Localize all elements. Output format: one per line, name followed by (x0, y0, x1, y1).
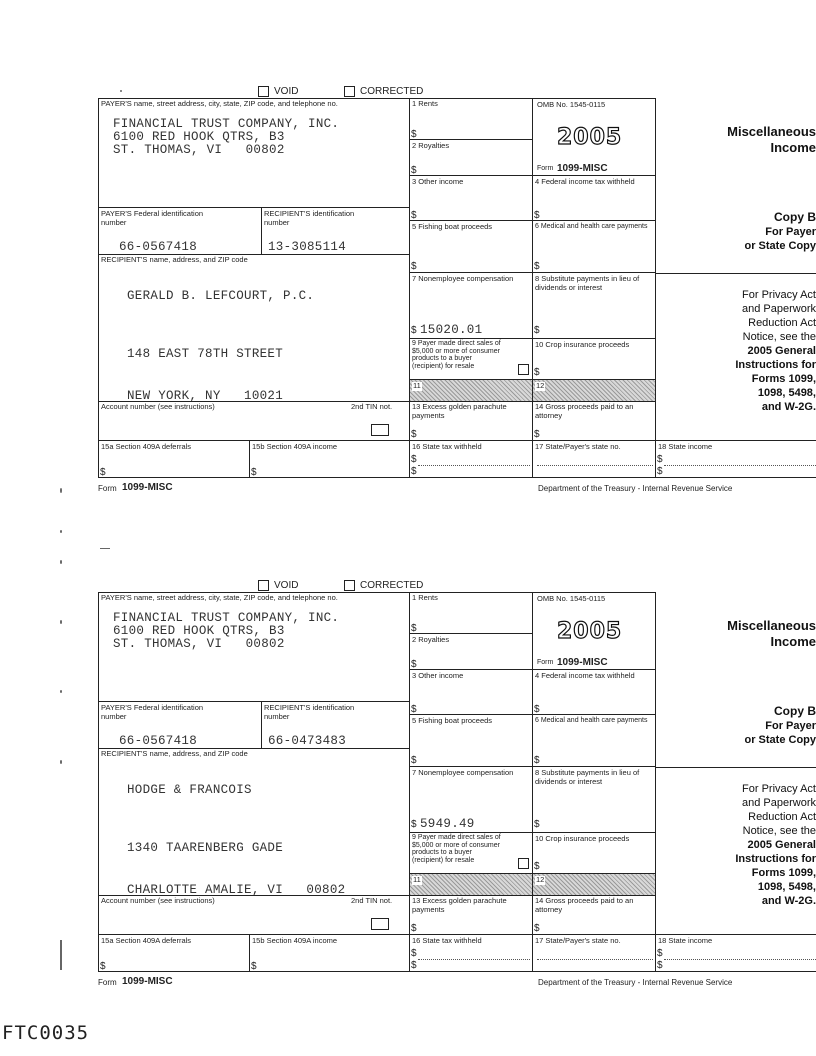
recipient-id-label: RECIPIENT'S identification number (264, 703, 355, 721)
privacy-line-8: 1098, 5498, (757, 881, 816, 893)
box-8-dollar: $ (534, 819, 540, 830)
box-11-hatch (409, 379, 533, 402)
box-13-dollar: $ (411, 429, 417, 440)
privacy-line-2: and Paperwork (742, 303, 816, 315)
privacy-line-4: Notice, see the (742, 331, 816, 343)
box-10-dollar: $ (534, 861, 540, 872)
box-17 (532, 934, 656, 972)
box-12-label: 12 (536, 381, 545, 390)
footer-form-label: Form (98, 484, 117, 493)
payer-fed-id-box (98, 207, 262, 255)
recipient-line-1: HODGE & FRANCOIS (127, 783, 252, 797)
box-6-dollar: $ (534, 261, 540, 272)
form-title-line-2: Income (770, 634, 816, 649)
box-3 (409, 669, 533, 715)
payer-line-2: 6100 RED HOOK QTRS, B3 (113, 624, 285, 638)
box-11-hatch (409, 873, 533, 896)
omb-box (532, 592, 656, 670)
box-15a-dollar: $ (100, 467, 106, 478)
privacy-line-4: Notice, see the (742, 825, 816, 837)
box-15b-label: 15b Section 409A income (252, 936, 338, 945)
privacy-line-8: 1098, 5498, (757, 387, 816, 399)
box-6-label: 6 Medical and health care payments (535, 717, 648, 724)
box-17-label: 17 State/Payer's state no. (535, 442, 621, 451)
payer-label: PAYER'S name, street address, city, state, ZIP code, and telephone no. (101, 99, 338, 108)
recipient-name-box (98, 748, 410, 896)
recipient-line-2: 148 EAST 78TH STREET (127, 347, 284, 361)
box-18-label: 18 State income (658, 442, 713, 451)
box-18-dollar-2: $ (657, 466, 663, 477)
privacy-line-6: Instructions for (735, 853, 816, 865)
box-5 (409, 714, 533, 767)
box-13-label: 13 Excess golden parachute payments (412, 896, 507, 914)
box-16 (409, 440, 533, 478)
box-15b (249, 934, 410, 972)
box-5 (409, 220, 533, 273)
box-4-dollar: $ (534, 704, 540, 715)
box-7 (409, 272, 533, 339)
box-7-dollar: $ (411, 819, 417, 830)
omb-box (532, 98, 656, 176)
corrected-label: CORRECTED (360, 580, 424, 591)
box-16 (409, 934, 533, 972)
box-14 (532, 401, 656, 441)
tax-year: 2005 (557, 619, 623, 644)
corrected-checkbox[interactable] (344, 86, 355, 97)
void-checkbox[interactable] (258, 580, 269, 591)
box-8-label: 8 Substitute payments in lieu of dividends or interest (535, 768, 640, 786)
box-7-value: 15020.01 (420, 323, 483, 337)
box-3-dollar: $ (411, 210, 417, 221)
tin-checkbox[interactable] (371, 918, 389, 930)
void-label: VOID (274, 86, 299, 97)
scan-speck (60, 620, 62, 624)
box-15b (249, 440, 410, 478)
recipient-name-box (98, 254, 410, 402)
payer-fed-id-label: PAYER'S Federal identification number (101, 703, 204, 721)
box-17-label: 17 State/Payer's state no. (535, 936, 621, 945)
box-2 (409, 139, 533, 176)
box-8-label: 8 Substitute payments in lieu of dividends or interest (535, 274, 640, 292)
payer-label: PAYER'S name, street address, city, state, ZIP code, and telephone no. (101, 593, 338, 602)
box-15a-dollar: $ (100, 961, 106, 972)
box-16-divider (418, 959, 530, 960)
box-7-dollar: $ (411, 325, 417, 336)
privacy-line-1: For Privacy Act (742, 289, 816, 301)
box-5-label: 5 Fishing boat proceeds (412, 222, 493, 231)
scan-speck (100, 548, 110, 549)
box-10-label: 10 Crop insurance proceeds (535, 340, 630, 349)
box-2-label: 2 Royalties (412, 635, 450, 644)
form-title-line-2: Income (770, 140, 816, 155)
box-1-label: 1 Rents (412, 593, 438, 602)
box-18 (655, 934, 816, 972)
void-label: VOID (274, 580, 299, 591)
form-1099-misc-second (98, 578, 816, 998)
payer-line-1: FINANCIAL TRUST COMPANY, INC. (113, 611, 340, 625)
box-1 (409, 98, 533, 140)
box-16-dollar-2: $ (411, 466, 417, 477)
copy-line-2: For Payer (765, 720, 816, 732)
recipient-line-3: NEW YORK, NY 10021 (127, 389, 284, 402)
copy-line-1: Copy B (774, 704, 816, 718)
scan-speck (60, 690, 62, 693)
box-17-divider (537, 959, 653, 960)
box-13-label: 13 Excess golden parachute payments (412, 402, 507, 420)
box-1-dollar: $ (411, 623, 417, 634)
copy-line-1: Copy B (774, 210, 816, 224)
box-10 (532, 832, 656, 874)
payer-fed-id-label: PAYER'S Federal identification number (101, 209, 204, 227)
box-7-value: 5949.49 (420, 817, 475, 831)
box-10-label: 10 Crop insurance proceeds (535, 834, 630, 843)
account-label: Account number (see instructions) (101, 402, 215, 411)
footer-department: Department of the Treasury - Internal Revenue Service (538, 978, 733, 987)
box-13-dollar: $ (411, 923, 417, 934)
box-9-label: 9 Payer made direct sales of $5,000 or more of consumer products to a buyer (recipient) for resale (412, 340, 501, 370)
box-5-dollar: $ (411, 261, 417, 272)
copy-line-3: or State Copy (744, 240, 816, 252)
recipient-id-label: RECIPIENT'S identification number (264, 209, 355, 227)
box-16-dollar-2: $ (411, 960, 417, 971)
box-14-label: 14 Gross proceeds paid to an attorney (535, 402, 634, 420)
scan-speck (120, 90, 122, 92)
privacy-line-3: Reduction Act (748, 317, 816, 329)
box-4 (532, 175, 656, 221)
bates-number: FTC0035 (2, 1022, 90, 1044)
account-box (98, 401, 410, 441)
box-4-dollar: $ (534, 210, 540, 221)
privacy-line-7: Forms 1099, (751, 373, 816, 385)
payer-line-3: ST. THOMAS, VI 00802 (113, 143, 285, 157)
form-name-label: Form (537, 659, 554, 666)
box-17-divider (537, 465, 653, 466)
box-16-dollar-1: $ (411, 948, 417, 959)
box-2-dollar: $ (411, 165, 417, 176)
box-17 (532, 440, 656, 478)
payer-box (98, 98, 410, 208)
box-12-hatch (532, 379, 656, 402)
box-7-label: 7 Nonemployee compensation (412, 274, 514, 283)
box-9 (409, 338, 533, 380)
scan-speck (60, 560, 62, 564)
box-4-label: 4 Federal income tax withheld (535, 177, 635, 186)
privacy-line-5: 2005 General (747, 839, 816, 851)
scan-speck (60, 760, 62, 764)
box-16-dollar-1: $ (411, 454, 417, 465)
box-4 (532, 669, 656, 715)
box-14-dollar: $ (534, 923, 540, 934)
box-7-label: 7 Nonemployee compensation (412, 768, 514, 777)
box-15a-label: 15a Section 409A deferrals (101, 442, 192, 451)
box-6 (532, 220, 656, 273)
box-13 (409, 895, 533, 935)
payer-fed-id: 66-0567418 (119, 240, 198, 254)
box-18-dollar-1: $ (657, 948, 663, 959)
corrected-label: CORRECTED (360, 86, 424, 97)
privacy-line-2: and Paperwork (742, 797, 816, 809)
box-16-label: 16 State tax withheld (412, 442, 482, 451)
box-11-label: 11 (413, 381, 421, 390)
form-title-line-1: Miscellaneous (727, 124, 816, 139)
form-name: 1099-MISC (557, 657, 608, 668)
box-1-dollar: $ (411, 129, 417, 140)
scan-speck (60, 530, 62, 533)
privacy-line-9: and W-2G. (761, 895, 816, 907)
privacy-line-3: Reduction Act (748, 811, 816, 823)
box-15a-label: 15a Section 409A deferrals (101, 936, 192, 945)
recipient-id-box (261, 701, 410, 749)
payer-box (98, 592, 410, 702)
recipient-line-2: 1340 TAARENBERG GADE (127, 841, 284, 855)
box-5-dollar: $ (411, 755, 417, 766)
recipient-id: 13-3085114 (268, 240, 347, 254)
box-1-label: 1 Rents (412, 99, 438, 108)
footer-form-name: 1099-MISC (122, 482, 173, 493)
box-15b-dollar: $ (251, 467, 257, 478)
omb-number: OMB No. 1545-0115 (537, 100, 606, 109)
box-10-dollar: $ (534, 367, 540, 378)
footer-form-name: 1099-MISC (122, 976, 173, 987)
scan-speck (60, 488, 62, 493)
tin-checkbox[interactable] (371, 424, 389, 436)
box-7 (409, 766, 533, 833)
box-2 (409, 633, 533, 670)
recipient-name-label: RECIPIENT'S name, address, and ZIP code (101, 749, 248, 758)
copy-line-2: For Payer (765, 226, 816, 238)
box-8-dollar: $ (534, 325, 540, 336)
payer-fed-id-box (98, 701, 262, 749)
void-checkbox[interactable] (258, 86, 269, 97)
box-18-dollar-2: $ (657, 960, 663, 971)
box-14-label: 14 Gross proceeds paid to an attorney (535, 896, 634, 914)
recipient-name-label: RECIPIENT'S name, address, and ZIP code (101, 255, 248, 264)
form-1099-misc-first (98, 84, 816, 504)
privacy-line-5: 2005 General (747, 345, 816, 357)
recipient-line-1: GERALD B. LEFCOURT, P.C. (127, 289, 315, 303)
box-5-label: 5 Fishing boat proceeds (412, 716, 493, 725)
box-3 (409, 175, 533, 221)
box-3-label: 3 Other income (412, 177, 464, 186)
account-box (98, 895, 410, 935)
box-1 (409, 592, 533, 634)
form-title-line-1: Miscellaneous (727, 618, 816, 633)
box-15b-label: 15b Section 409A income (252, 442, 338, 451)
box-6 (532, 714, 656, 767)
box-3-label: 3 Other income (412, 671, 464, 680)
footer-department: Department of the Treasury - Internal Revenue Service (538, 484, 733, 493)
tin-label: 2nd TIN not. (351, 402, 393, 411)
box-8 (532, 272, 656, 339)
box-15a (98, 440, 250, 478)
box-18-divider (664, 959, 816, 960)
box-15a (98, 934, 250, 972)
tin-label: 2nd TIN not. (351, 896, 393, 905)
box-6-label: 6 Medical and health care payments (535, 223, 648, 230)
box-10 (532, 338, 656, 380)
box-11-label: 11 (413, 875, 421, 884)
footer-form-label: Form (98, 978, 117, 987)
recipient-id-box (261, 207, 410, 255)
recipient-line-3: CHARLOTTE AMALIE, VI 00802 (127, 883, 346, 896)
form-name-label: Form (537, 165, 554, 172)
box-9-label: 9 Payer made direct sales of $5,000 or more of consumer products to a buyer (recipient) for resale (412, 834, 501, 864)
payer-fed-id: 66-0567418 (119, 734, 198, 748)
box-3-dollar: $ (411, 704, 417, 715)
box-9-checkbox[interactable] (518, 858, 529, 869)
account-label: Account number (see instructions) (101, 896, 215, 905)
box-18-divider (664, 465, 816, 466)
copy-line-3: or State Copy (744, 734, 816, 746)
box-18 (655, 440, 816, 478)
recipient-id: 66-0473483 (268, 734, 347, 748)
box-18-dollar-1: $ (657, 454, 663, 465)
box-4-label: 4 Federal income tax withheld (535, 671, 635, 680)
box-2-label: 2 Royalties (412, 141, 450, 150)
box-12-label: 12 (536, 875, 545, 884)
box-16-label: 16 State tax withheld (412, 936, 482, 945)
form-name: 1099-MISC (557, 163, 608, 174)
corrected-checkbox[interactable] (344, 580, 355, 591)
privacy-line-7: Forms 1099, (751, 867, 816, 879)
box-9 (409, 832, 533, 874)
payer-line-1: FINANCIAL TRUST COMPANY, INC. (113, 117, 340, 131)
privacy-line-6: Instructions for (735, 359, 816, 371)
tax-year: 2005 (557, 125, 623, 150)
box-15b-dollar: $ (251, 961, 257, 972)
box-18-label: 18 State income (658, 936, 713, 945)
box-6-dollar: $ (534, 755, 540, 766)
box-14 (532, 895, 656, 935)
privacy-line-9: and W-2G. (761, 401, 816, 413)
scan-speck (60, 940, 62, 970)
privacy-line-1: For Privacy Act (742, 783, 816, 795)
box-14-dollar: $ (534, 429, 540, 440)
omb-number: OMB No. 1545-0115 (537, 594, 606, 603)
box-12-hatch (532, 873, 656, 896)
payer-line-3: ST. THOMAS, VI 00802 (113, 637, 285, 651)
box-9-checkbox[interactable] (518, 364, 529, 375)
box-13 (409, 401, 533, 441)
box-8 (532, 766, 656, 833)
box-2-dollar: $ (411, 659, 417, 670)
payer-line-2: 6100 RED HOOK QTRS, B3 (113, 130, 285, 144)
box-16-divider (418, 465, 530, 466)
